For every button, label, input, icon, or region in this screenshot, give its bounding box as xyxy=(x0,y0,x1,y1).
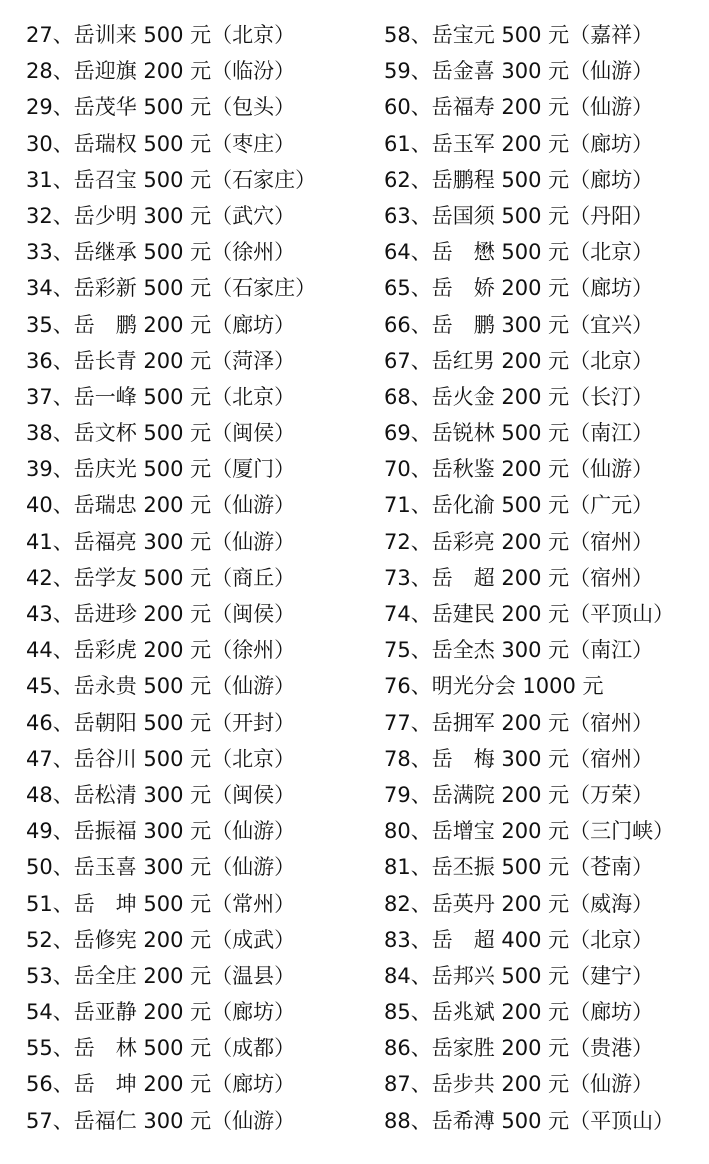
donation-entry: 45、岳永贵 500 元（仙游） xyxy=(26,674,296,699)
donation-entry: 62、岳鹏程 500 元（廊坊） xyxy=(384,167,654,192)
donation-entry: 67、岳红男 200 元（北京） xyxy=(384,348,654,373)
donation-entry: 74、岳建民 200 元（平顶山） xyxy=(384,602,675,626)
donation-entry: 32、岳少明 300 元（武穴） xyxy=(26,203,296,228)
donation-entry: 65、岳 娇 200 元（廊坊） xyxy=(384,276,654,301)
donation-entry: 83、岳 超 400 元（北京） xyxy=(384,927,654,952)
donation-entry: 33、岳继承 500 元（徐州） xyxy=(26,240,296,265)
donation-entry: 59、岳金喜 300 元（仙游） xyxy=(384,59,654,84)
donation-entry: 37、岳一峰 500 元（北京） xyxy=(26,384,296,409)
donation-entry: 70、岳秋鉴 200 元（仙游） xyxy=(384,457,654,482)
donation-entry: 69、岳锐林 500 元（南江） xyxy=(384,421,654,446)
donation-entry: 88、岳希溥 500 元（平顶山） xyxy=(384,1108,675,1133)
donation-entry: 48、岳松清 300 元（闽侯） xyxy=(26,782,296,807)
donation-entry: 35、岳 鹏 200 元（廊坊） xyxy=(26,312,296,337)
donation-entry: 85、岳兆斌 200 元（廊坊） xyxy=(384,1000,654,1025)
donation-entry: 72、岳彩亮 200 元（宿州） xyxy=(384,529,654,554)
donation-entry: 41、岳福亮 300 元（仙游） xyxy=(26,529,296,554)
donation-entry: 43、岳进珍 200 元（闽侯） xyxy=(26,602,296,626)
donation-entry: 61、岳玉军 200 元（廊坊） xyxy=(384,131,654,156)
donation-entry: 71、岳化渝 500 元（广元） xyxy=(384,493,654,518)
donation-entry: 73、岳 超 200 元（宿州） xyxy=(384,565,654,590)
donation-entry: 57、岳福仁 300 元（仙游） xyxy=(26,1108,296,1133)
donation-entry: 36、岳长青 200 元（菏泽） xyxy=(26,348,296,373)
donation-entry: 39、岳庆光 500 元（厦门） xyxy=(26,457,296,482)
donation-entry: 50、岳玉喜 300 元（仙游） xyxy=(26,855,296,880)
donation-entry: 38、岳文杯 500 元（闽侯） xyxy=(26,421,296,446)
donation-entry: 28、岳迎旗 200 元（临汾） xyxy=(26,59,296,84)
donation-entry: 80、岳增宝 200 元（三门峡） xyxy=(384,819,675,844)
donation-list-right-column xyxy=(384,17,706,1139)
donation-entry: 42、岳学友 500 元（商丘） xyxy=(26,565,296,590)
donation-entry: 82、岳英丹 200 元（威海） xyxy=(384,891,654,916)
donation-entry: 84、岳邦兴 500 元（建宁） xyxy=(384,963,654,988)
donation-entry: 30、岳瑞权 500 元（枣庄） xyxy=(26,131,296,156)
donation-entry: 75、岳全杰 300 元（南江） xyxy=(384,638,654,663)
donation-entry: 68、岳火金 200 元（长汀） xyxy=(384,384,654,409)
donation-entry: 86、岳家胜 200 元（贵港） xyxy=(384,1036,654,1061)
donation-entry: 66、岳 鹏 300 元（宜兴） xyxy=(384,312,654,337)
donation-entry: 64、岳 懋 500 元（北京） xyxy=(384,240,654,265)
donation-entry: 58、岳宝元 500 元（嘉祥） xyxy=(384,23,654,47)
donation-entry: 54、岳亚静 200 元（廊坊） xyxy=(26,1000,296,1025)
donation-list-left-column xyxy=(26,17,366,1139)
donation-entry: 49、岳振福 300 元（仙游） xyxy=(26,819,296,844)
donation-entry: 34、岳彩新 500 元（石家庄） xyxy=(26,276,317,301)
donation-entry: 31、岳召宝 500 元（石家庄） xyxy=(26,167,317,192)
donation-entry: 29、岳茂华 500 元（包头） xyxy=(26,95,296,120)
donation-entry: 53、岳全庄 200 元（温县） xyxy=(26,963,296,988)
donation-entry: 77、岳拥军 200 元（宿州） xyxy=(384,710,654,735)
donation-entry: 60、岳福寿 200 元（仙游） xyxy=(384,95,654,120)
donation-entry: 51、岳 坤 500 元（常州） xyxy=(26,891,296,916)
donation-entry: 81、岳丕振 500 元（苍南） xyxy=(384,855,654,880)
donation-entry: 55、岳 林 500 元（成都） xyxy=(26,1036,296,1061)
donation-entry: 78、岳 梅 300 元（宿州） xyxy=(384,746,654,771)
donation-entry: 52、岳修宪 200 元（成武） xyxy=(26,927,296,952)
donation-entry: 46、岳朝阳 500 元（开封） xyxy=(26,710,296,735)
donation-entry: 63、岳国须 500 元（丹阳） xyxy=(384,203,654,228)
donation-entry: 44、岳彩虎 200 元（徐州） xyxy=(26,638,296,663)
donation-entry: 76、明光分会 1000 元 xyxy=(384,674,604,699)
donation-entry: 79、岳满院 200 元（万荣） xyxy=(384,782,654,807)
donation-entry: 47、岳谷川 500 元（北京） xyxy=(26,746,296,771)
donation-entry: 87、岳步共 200 元（仙游） xyxy=(384,1072,654,1097)
donation-entry: 40、岳瑞忠 200 元（仙游） xyxy=(26,493,296,518)
donation-entry: 27、岳训来 500 元（北京） xyxy=(26,23,296,47)
donation-entry: 56、岳 坤 200 元（廊坊） xyxy=(26,1072,296,1097)
